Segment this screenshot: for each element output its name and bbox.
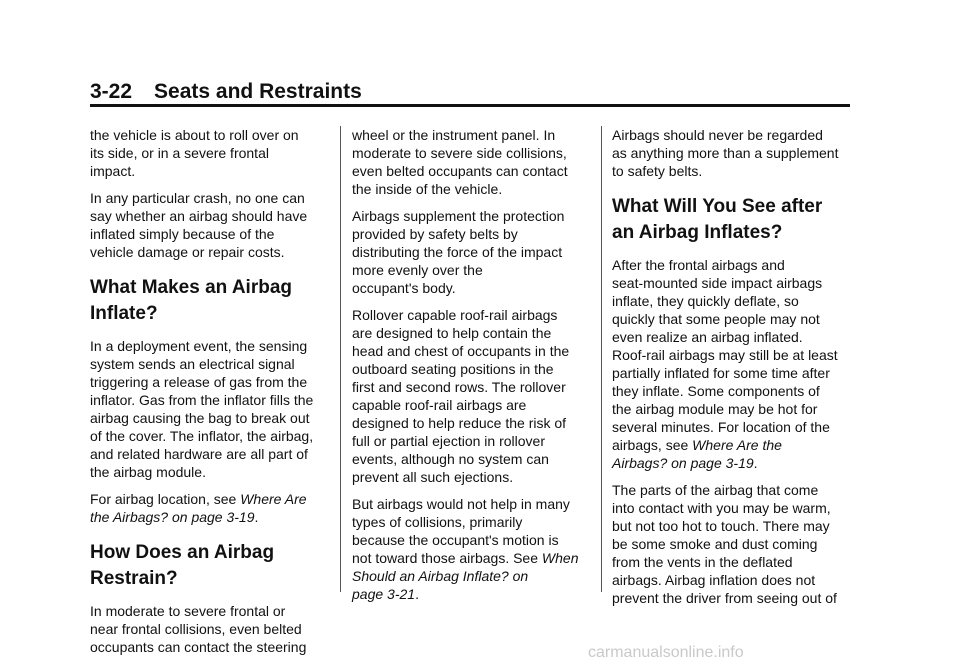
cross-reference-link[interactable]: When [541, 550, 579, 566]
cross-reference-link[interactable]: the Airbags? on page 3-19 [90, 509, 255, 525]
watermark: carmanualsonline.info [588, 644, 744, 661]
paragraph: After the frontal airbags and seat-mounted side impact airbags inflate, they quickly deflate, so quickly that some people may not even realize an airbag inflated. Roof-rail airbags may still be at least partially inflated for some time after they inflate. Some components of the airbag module may be hot for several minutes. For location of the airbags, see Where Are the Airbags? on page 3-19. [612, 257, 838, 471]
paragraph: the vehicle is about to roll over on its side, or in a severe frontal impact. [90, 127, 299, 179]
paragraph: For airbag location, see Where Are the Airbags? on page 3-19. [90, 491, 307, 525]
column-1 [90, 126, 330, 665]
cross-reference-link[interactable]: Where Are [240, 491, 307, 507]
header-rule [90, 104, 850, 107]
column-divider [601, 126, 602, 592]
paragraph: Airbags supplement the protection provided by safety belts by distributing the force of the impact more evenly over the occupant's body. [352, 208, 565, 296]
cross-reference-link[interactable]: page 3-21 [352, 586, 416, 602]
page-header [90, 80, 362, 104]
page-number: 3-22 [90, 80, 133, 103]
paragraph: In any particular crash, no one can say whether an airbag should have inflated simply because of the vehicle damage or repair costs. [90, 190, 308, 260]
paragraph: But airbags would not help in many types of collisions, primarily because the occupant's motion is not toward those airbags. See When Should an Airbag Inflate? on page 3-21. [352, 496, 579, 602]
column-3 [612, 126, 852, 616]
paragraph: Airbags should never be regarded as anything more than a supplement to safety belts. [612, 127, 839, 179]
section-heading: How Does an Airbag Restrain? [90, 542, 275, 589]
cross-reference-link[interactable]: Airbags? on page 3-19 [612, 455, 754, 471]
column-divider [340, 126, 341, 592]
cross-reference-link[interactable]: Should an Airbag Inflate? on [352, 568, 529, 584]
section-title: Seats and Restraints [154, 80, 362, 103]
paragraph: wheel or the instrument panel. In moderate to severe side collisions, even belted occupants can contact the inside of the vehicle. [352, 127, 568, 197]
paragraph: In moderate to severe frontal or near frontal collisions, even belted occupants can contact the steering [90, 603, 307, 655]
section-heading: What Makes an Airbag Inflate? [90, 277, 293, 324]
paragraph: The parts of the airbag that come into contact with you may be warm, but not too hot to touch. There may be some smoke and dust coming from the vents in the deflated airbags. Airbag inflation does not prevent the driver from seeing out of [612, 482, 837, 606]
cross-reference-link[interactable]: Where Are the [692, 437, 782, 453]
paragraph: In a deployment event, the sensing system sends an electrical signal triggering a release of gas from the inflator. Gas from the inflator fills the airbag causing the bag to break out of the cover. The inflator, the airbag, and related hardware are all part of the airbag module. [90, 338, 314, 480]
column-2 [352, 126, 592, 612]
paragraph: Rollover capable roof-rail airbags are designed to help contain the head and chest of occupants in the outboard seating positions in the first and second rows. The rollover capable roof-rail airbags are designed to help reduce the risk of full or partial ejection in rollover events, although no system can prevent all such ejections. [352, 307, 570, 485]
section-heading: What Will You See after an Airbag Inflates? [612, 196, 823, 243]
